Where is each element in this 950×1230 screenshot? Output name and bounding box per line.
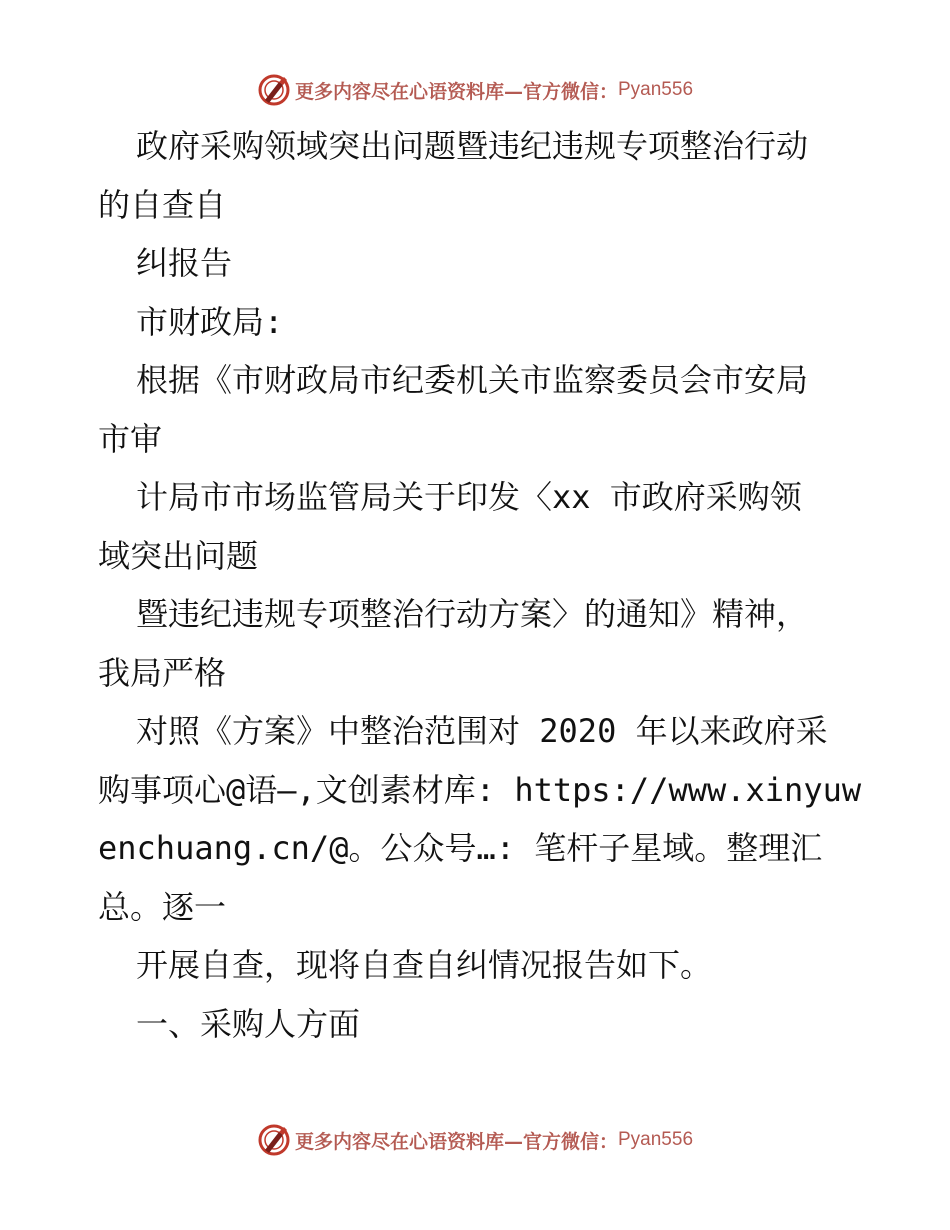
doc-line-paragraph: 暨违纪违规专项整治行动方案〉的通知》精神， (136, 595, 809, 633)
doc-line-paragraph: enchuang.cn/@。公众号…: 笔杆子星域。整理汇 (98, 829, 823, 867)
doc-line-paragraph: 开展自查，现将自查自纠情况报告如下。 (136, 946, 713, 984)
header-banner-wechat-id: Pyan556 (618, 79, 694, 100)
doc-line-paragraph: 购事项心@语—,文创素材库: https://www.xinyuw (98, 770, 862, 809)
doc-line-paragraph: 市审 (98, 419, 163, 458)
footer-banner-text: 更多内容尽在心语资料库—官方微信： (294, 1130, 618, 1153)
doc-line-paragraph: 我局严格 (98, 653, 227, 692)
pen-nib-logo-icon (257, 1123, 291, 1157)
doc-line-paragraph: 对照《方案》中整治范围对 2020 年以来政府采 (136, 712, 828, 750)
footer-banner-wechat-id: Pyan556 (618, 1129, 694, 1150)
doc-line-title-2: 的自查自 (98, 185, 227, 224)
header-banner (0, 70, 950, 110)
document-body (98, 117, 862, 1053)
doc-line-paragraph: 域突出问题 (98, 536, 259, 575)
doc-line-paragraph: 根据《市财政局市纪委机关市监察委员会市安局 (136, 361, 809, 399)
footer-banner (0, 1120, 950, 1160)
header-banner-text: 更多内容尽在心语资料库—官方微信： (294, 80, 618, 103)
pen-nib-logo-icon (257, 73, 291, 107)
doc-line-section-heading: 一、采购人方面 (136, 1004, 361, 1043)
doc-line-addressee: 市财政局: (136, 302, 284, 341)
doc-line-title-1: 政府采购领域突出问题暨违纪违规专项整治行动 (136, 127, 809, 165)
doc-line-paragraph: 总。逐一 (98, 887, 227, 926)
doc-line-paragraph: 计局市市场监管局关于印发〈xx 市政府采购领 (136, 478, 802, 516)
doc-line-title-3: 纠报告 (136, 244, 233, 282)
